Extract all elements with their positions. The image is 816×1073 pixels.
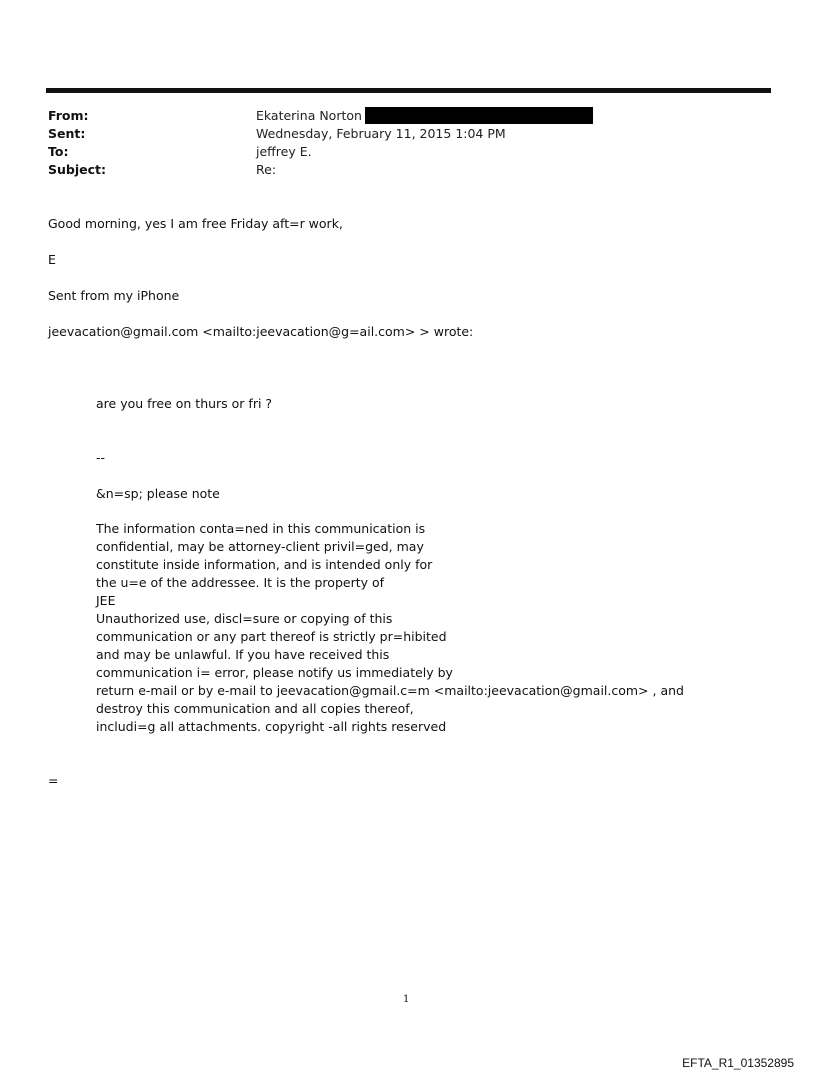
header-rule bbox=[46, 88, 771, 93]
disclaimer-line: The information conta=ned in this communication is bbox=[96, 521, 426, 536]
redaction-box bbox=[365, 107, 593, 124]
quoted-note: &n=sp; please note bbox=[96, 486, 220, 501]
subject-value: Re: bbox=[256, 162, 277, 177]
body-signature: E bbox=[48, 252, 56, 267]
disclaimer-line: includi=g all attachments. copyright -all rights reserved bbox=[96, 719, 447, 734]
quoted-question: are you free on thurs or fri ? bbox=[96, 396, 273, 411]
document-id: EFTA_R1_01352895 bbox=[682, 1056, 794, 1070]
disclaimer-line: Unauthorized use, discl=sure or copying of this bbox=[96, 611, 393, 626]
body-wrote-line: jeevacation@gmail.com <mailto:jeevacation@g=ail.com> > wrote: bbox=[48, 324, 474, 339]
disclaimer-line: communication or any part thereof is strictly pr=hibited bbox=[96, 629, 447, 644]
disclaimer-line: confidential, may be attorney-client privil=ged, may bbox=[96, 539, 424, 554]
from-label: From: bbox=[48, 108, 89, 123]
from-name: Ekaterina Norton bbox=[256, 108, 362, 123]
to-label: To: bbox=[48, 144, 69, 159]
body-greeting: Good morning, yes I am free Friday aft=r work, bbox=[48, 216, 343, 231]
disclaimer-line: and may be unlawful. If you have received this bbox=[96, 647, 390, 662]
sent-label: Sent: bbox=[48, 126, 86, 141]
body-sent-from: Sent from my iPhone bbox=[48, 288, 180, 303]
trailer-equals: = bbox=[48, 773, 59, 788]
from-value bbox=[256, 107, 593, 125]
disclaimer-line: constitute inside information, and is intended only for bbox=[96, 557, 433, 572]
sent-value: Wednesday, February 11, 2015 1:04 PM bbox=[256, 126, 506, 141]
disclaimer-line: return e-mail or by e-mail to jeevacation@gmail.c=m <mailto:jeevacation@gmail.com> , and bbox=[96, 683, 684, 698]
disclaimer-line: JEE bbox=[96, 593, 116, 608]
page-number: 1 bbox=[403, 994, 410, 1005]
to-value: jeffrey E. bbox=[256, 144, 312, 159]
quoted-dashes: -- bbox=[96, 450, 106, 465]
disclaimer-line: destroy this communication and all copies thereof, bbox=[96, 701, 414, 716]
disclaimer-line: the u=e of the addressee. It is the property of bbox=[96, 575, 385, 590]
disclaimer-line: communication i= error, please notify us immediately by bbox=[96, 665, 453, 680]
subject-label: Subject: bbox=[48, 162, 106, 177]
